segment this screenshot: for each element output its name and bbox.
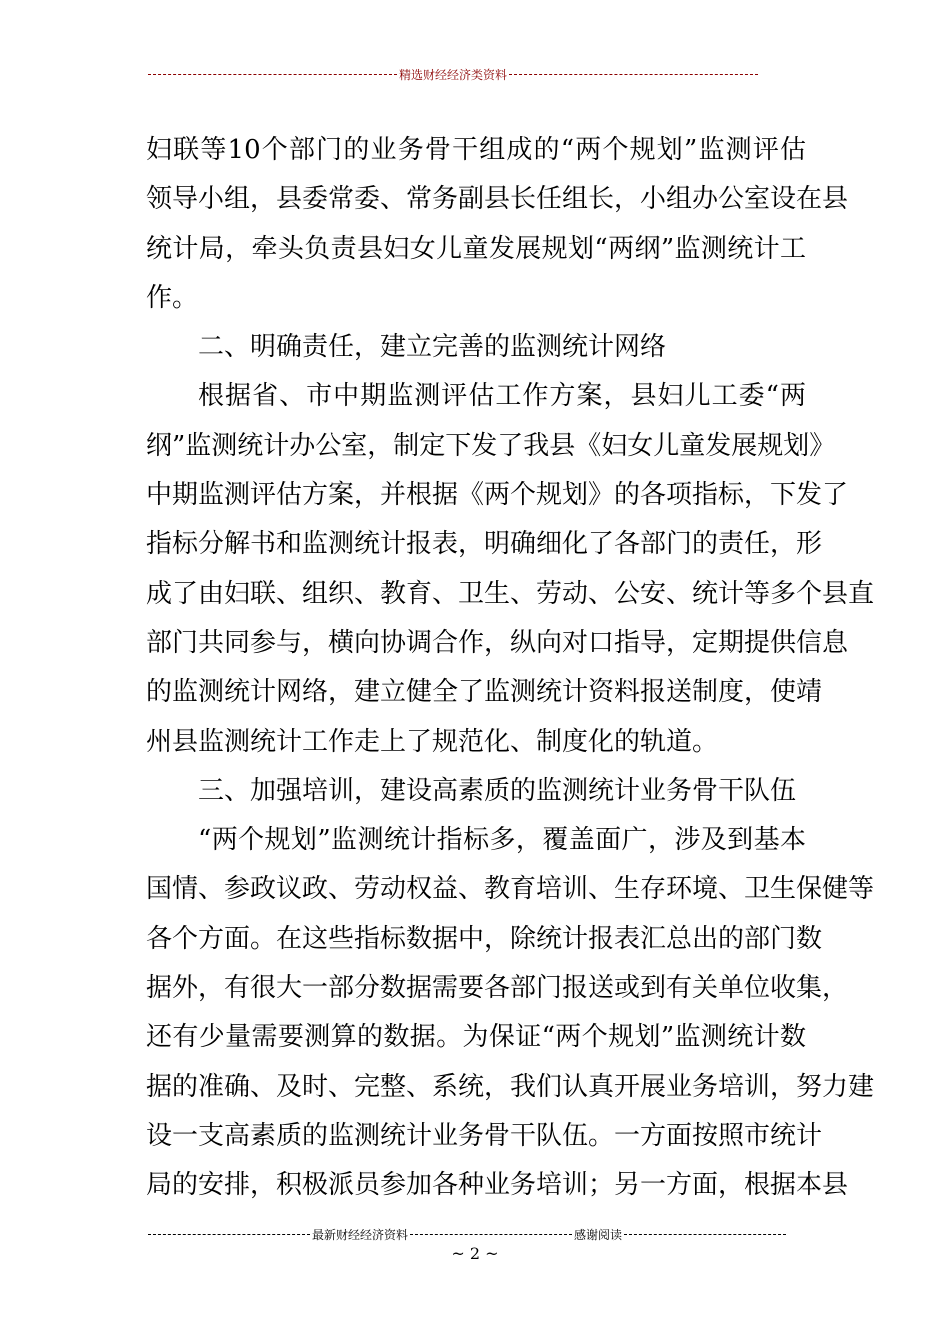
text-line: 二、明确责任，建立完善的监测统计网络 [198,332,667,363]
footer-dash-right [624,1234,786,1235]
footer-left-label: 最新财经经济资料 [311,1228,408,1242]
page-number: ~ 2 ~ [451,1244,499,1263]
footer-dash-left [148,1234,310,1235]
text-line: 还有少量需要测算的数据。为保证“两个规划”监测统计数 [146,1022,806,1053]
text-line: 的监测统计网络，建立健全了监测统计资料报送制度，使靖 [146,677,823,708]
text-line: 统计局，牵头负责县妇女儿童发展规划“两纲”监测统计工 [146,233,806,264]
header-dash-left [148,74,397,75]
text-line: 国情、参政议政、劳动权益、教育培训、生存环境、卫生保健等 [146,874,875,905]
text-line: 根据省、市中期监测评估工作方案，县妇儿工委“两 [198,381,806,412]
text-line: 据外，有很大一部分数据需要各部门报送或到有关单位收集， [146,973,849,1004]
text-line: 妇联等10个部门的业务骨干组成的“两个规划”监测评估 [146,135,806,165]
text-line: “两个规划”监测统计指标多，覆盖面广，涉及到基本 [198,825,806,856]
text-line: 作。 [146,282,199,313]
text-line: 成了由妇联、组织、教育、卫生、劳动、公安、统计等多个县直 [146,578,875,609]
text-line: 设一支高素质的监测统计业务骨干队伍。一方面按照市统计 [146,1120,823,1151]
header-label: 精选财经经济类资料 [399,68,508,82]
text-line: 部门共同参与，横向协调合作，纵向对口指导，定期提供信息 [146,627,849,658]
document-body [146,126,875,1211]
text-line: 三、加强培训，建设高素质的监测统计业务骨干队伍 [198,775,797,806]
footer-dash-middle [410,1234,572,1235]
text-line: 州县监测统计工作走上了规范化、制度化的轨道。 [146,726,719,757]
header-dash-right [509,74,758,75]
text-line: 各个方面。在这些指标数据中，除统计报表汇总出的部门数 [146,923,823,954]
text-line: 纲”监测统计办公室，制定下发了我县《妇女儿童发展规划》 [146,430,836,461]
footer-rule [148,1226,786,1243]
text-line: 指标分解书和监测统计报表，明确细化了各部门的责任，形 [146,529,823,560]
header-rule [148,66,758,83]
text-line: 据的准确、及时、完整、系统，我们认真开展业务培训，努力建 [146,1071,875,1102]
text-line: 领导小组，县委常委、常务副县长任组长，小组办公室设在县 [146,184,849,215]
footer-right-label: 感谢阅读 [573,1228,622,1242]
text-line: 局的安排，积极派员参加各种业务培训；另一方面，根据本县 [146,1170,849,1201]
text-line: 中期监测评估方案，并根据《两个规划》的各项指标，下发了 [146,480,849,511]
